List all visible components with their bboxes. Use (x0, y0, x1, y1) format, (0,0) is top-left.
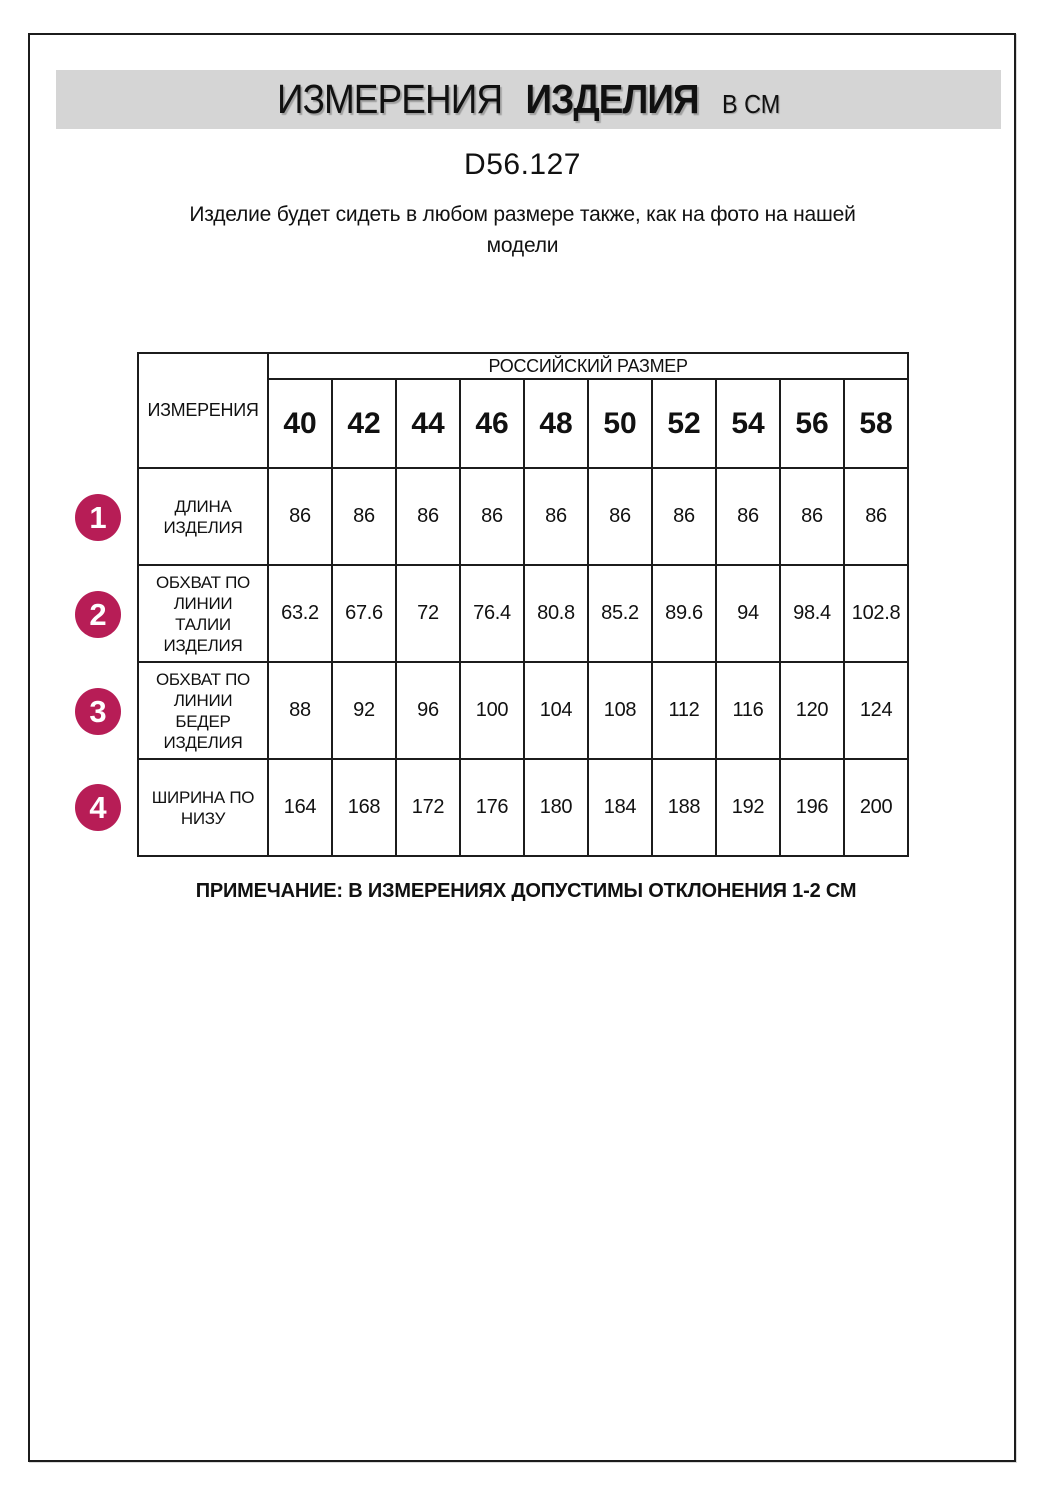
size-col-54: 54 (716, 379, 780, 468)
value-cell: 86 (332, 468, 396, 565)
value-cell: 92 (332, 662, 396, 759)
value-cell: 184 (588, 759, 652, 856)
size-col-50: 50 (588, 379, 652, 468)
row-label-line: БЕДЕР (175, 711, 231, 731)
tolerance-note: ПРИМЕЧАНИЕ: В ИЗМЕРЕНИЯХ ДОПУСТИМЫ ОТКЛОНЕНИЯ 1-2 СМ (195, 880, 857, 902)
size-table (137, 352, 909, 857)
row-label-line: ЛИНИИ (173, 593, 233, 613)
size-col-52: 52 (652, 379, 716, 468)
value-cell: 124 (844, 662, 908, 759)
value-cell: 98.4 (780, 565, 844, 662)
value-cell: 192 (716, 759, 780, 856)
row-number-badge: 1 (75, 494, 121, 541)
value-cell: 86 (396, 468, 460, 565)
russian-size-header: РОССИЙСКИЙ РАЗМЕР (268, 353, 908, 379)
table-row (138, 759, 908, 856)
value-cell: 85.2 (588, 565, 652, 662)
value-cell: 120 (780, 662, 844, 759)
row-label-line: ИЗДЕЛИЯ (163, 635, 243, 655)
value-cell: 188 (652, 759, 716, 856)
value-cell: 200 (844, 759, 908, 856)
value-cell: 86 (268, 468, 332, 565)
row-label-line: ИЗДЕЛИЯ (163, 732, 243, 752)
fit-note (0, 199, 1045, 261)
value-cell: 86 (460, 468, 524, 565)
title-measurements: ИЗМЕРЕНИЯ (276, 76, 502, 122)
row-number-badge: 4 (75, 784, 121, 831)
measurements-column-header: ИЗМЕРЕНИЯ (138, 353, 268, 468)
row-label-line: ЛИНИИ (173, 690, 233, 710)
row-label-line: ИЗДЕЛИЯ (163, 517, 243, 537)
value-cell: 168 (332, 759, 396, 856)
table-row (138, 468, 908, 565)
row-label-line: ОБХВАТ ПО (156, 669, 250, 689)
value-cell: 176 (460, 759, 524, 856)
table-group-header-row (138, 353, 908, 379)
value-cell: 67.6 (332, 565, 396, 662)
model-code: D56.127 (464, 148, 581, 181)
size-col-48: 48 (524, 379, 588, 468)
fit-note-line-1: Изделие будет сидеть в любом размере также, как на фото на нашей (189, 203, 856, 226)
row-label (138, 565, 268, 662)
row-label-line: ОБХВАТ ПО (156, 572, 250, 592)
table-row (138, 662, 908, 759)
value-cell: 164 (268, 759, 332, 856)
row-label (138, 759, 268, 856)
value-cell: 86 (844, 468, 908, 565)
value-cell: 116 (716, 662, 780, 759)
row-number-badge: 3 (75, 688, 121, 735)
value-cell: 80.8 (524, 565, 588, 662)
table-row (138, 565, 908, 662)
size-col-44: 44 (396, 379, 460, 468)
value-cell: 100 (460, 662, 524, 759)
value-cell: 86 (588, 468, 652, 565)
value-cell: 172 (396, 759, 460, 856)
value-cell: 196 (780, 759, 844, 856)
fit-note-line-2: модели (486, 234, 559, 257)
value-cell: 108 (588, 662, 652, 759)
row-number-badge: 2 (75, 591, 121, 638)
value-cell: 86 (716, 468, 780, 565)
value-cell: 94 (716, 565, 780, 662)
value-cell: 76.4 (460, 565, 524, 662)
row-label (138, 468, 268, 565)
row-label (138, 662, 268, 759)
value-cell: 86 (780, 468, 844, 565)
value-cell: 104 (524, 662, 588, 759)
value-cell: 86 (652, 468, 716, 565)
size-col-40: 40 (268, 379, 332, 468)
value-cell: 112 (652, 662, 716, 759)
value-cell: 102.8 (844, 565, 908, 662)
row-label-line: ТАЛИИ (175, 614, 231, 634)
value-cell: 88 (268, 662, 332, 759)
value-cell: 86 (524, 468, 588, 565)
value-cell: 72 (396, 565, 460, 662)
row-label-line: ДЛИНА (174, 496, 232, 516)
size-col-56: 56 (780, 379, 844, 468)
row-label-line: НИЗУ (180, 808, 226, 828)
value-cell: 63.2 (268, 565, 332, 662)
title-units: В СМ (721, 89, 781, 119)
value-cell: 89.6 (652, 565, 716, 662)
value-cell: 180 (524, 759, 588, 856)
row-label-line: ШИРИНА ПО (151, 787, 255, 807)
value-cell: 96 (396, 662, 460, 759)
size-col-42: 42 (332, 379, 396, 468)
size-col-58: 58 (844, 379, 908, 468)
size-col-46: 46 (460, 379, 524, 468)
page-title (277, 76, 780, 123)
title-product: ИЗДЕЛИЯ (525, 76, 699, 122)
title-bar (56, 70, 1001, 129)
